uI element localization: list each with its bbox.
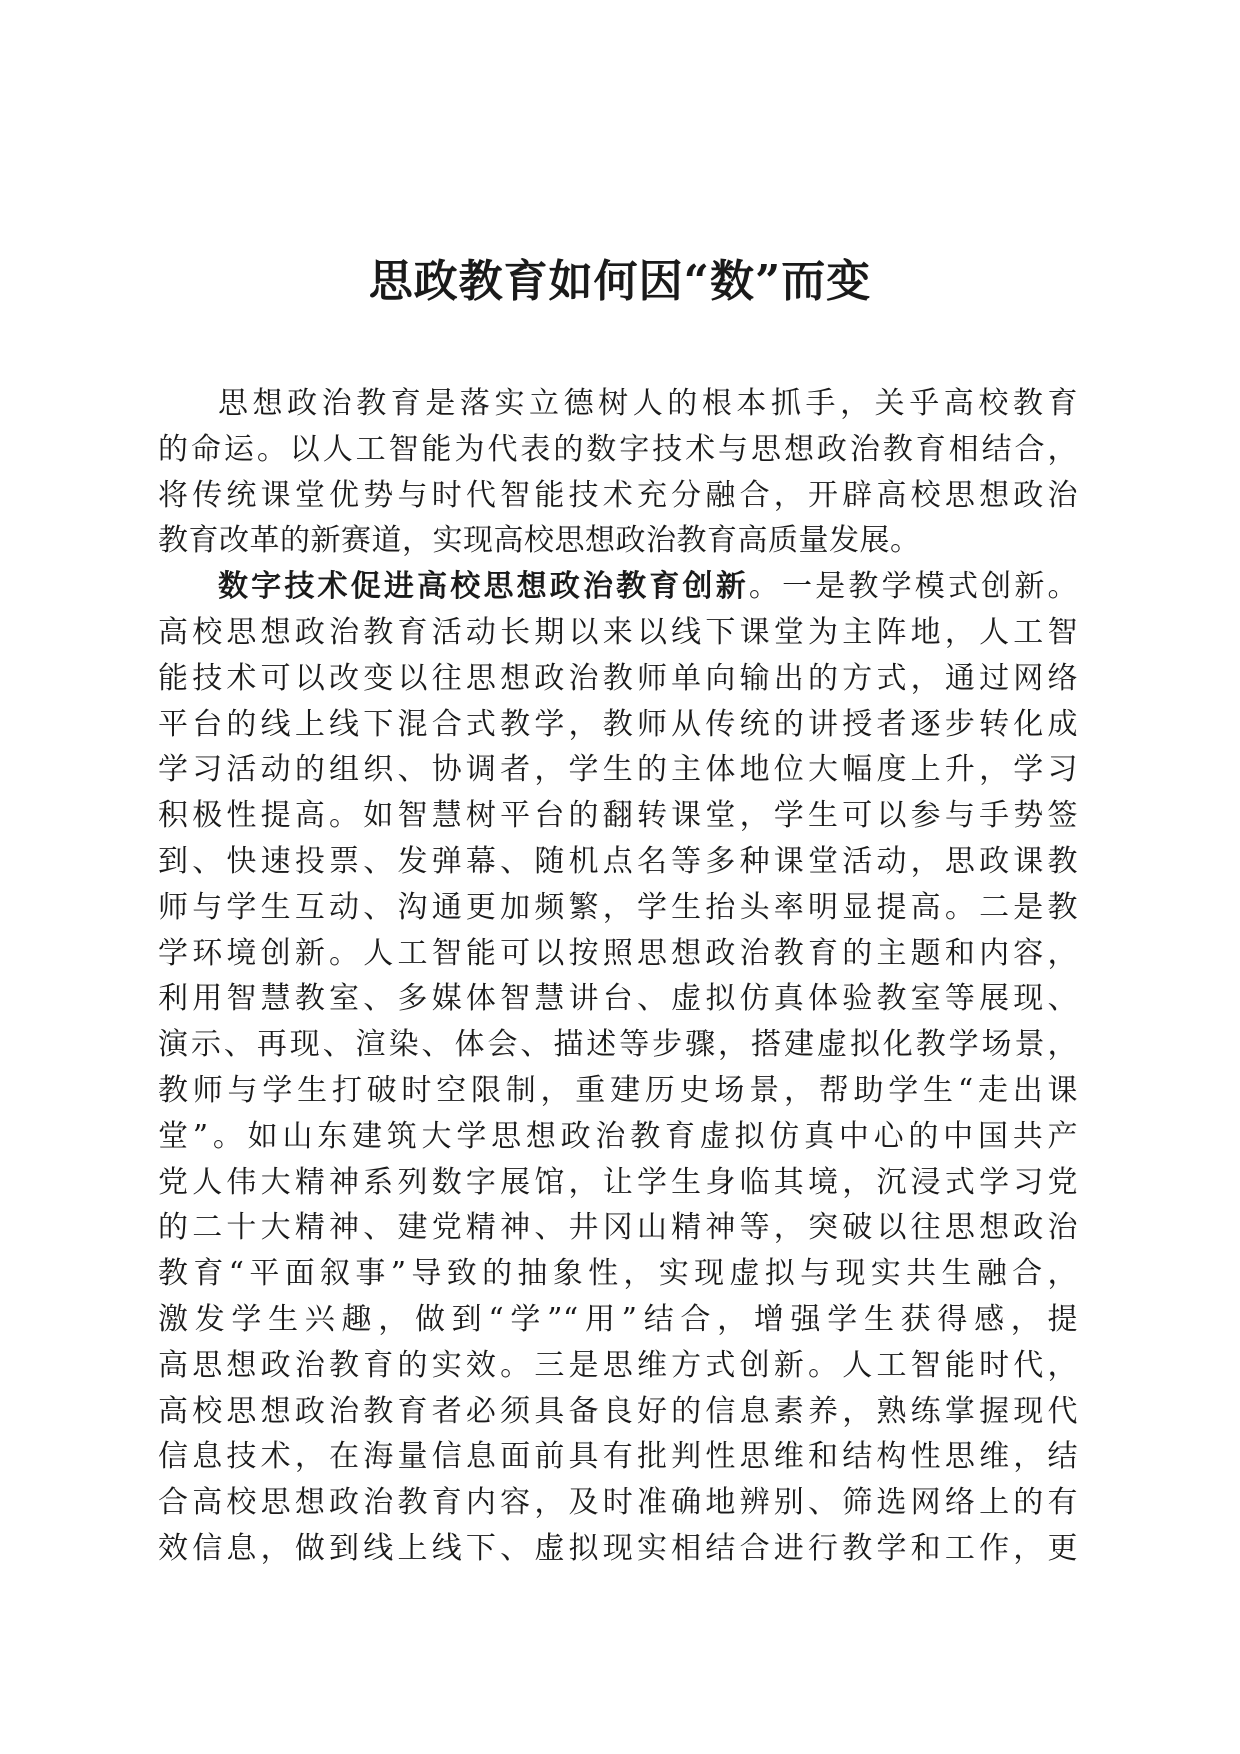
text-line: 高校思想政治教育者必须具备良好的信息素养，熟练掌握现代 [158,1393,1078,1429]
text-line: 高校思想政治教育活动长期以来以线下课堂为主阵地，人工智 [158,614,1078,650]
text-line: 党人伟大精神系列数字展馆，让学生身临其境，沉浸式学习党 [158,1164,1078,1200]
text-line: 利用智慧教室、多媒体智慧讲台、虚拟仿真体验教室等展现、 [158,981,1078,1017]
text-line: 合高校思想政治教育内容，及时准确地辨别、筛选网络上的有 [158,1485,1078,1521]
text-line: 能技术可以改变以往思想政治教师单向输出的方式，通过网络 [158,660,1078,696]
text-line: 堂”。如山东建筑大学思想政治教育虚拟仿真中心的中国共产 [158,1118,1078,1154]
text-line: 高思想政治教育的实效。三是思维方式创新。人工智能时代， [158,1347,1078,1383]
text-line: 教师与学生打破时空限制，重建历史场景，帮助学生“走出课 [158,1072,1078,1108]
text-line: 师与学生互动、沟通更加频繁，学生抬头率明显提高。二是教 [158,889,1078,925]
section-lead-heading: 数字技术促进高校思想政治教育创新 [218,569,749,605]
text-line: 积极性提高。如智慧树平台的翻转课堂，学生可以参与手势签 [158,798,1078,834]
text-line: 教育“平面叙事”导致的抽象性，实现虚拟与现实共生融合， [158,1256,1078,1292]
text-line: 思想政治教育是落实立德树人的根本抓手，关乎高校教育 [218,386,1078,421]
text-line: 教育改革的新赛道，实现高校思想政治教育高质量发展。 [158,523,921,559]
paragraph-innovation [158,564,1078,1572]
text-line: 平台的线上线下混合式教学，教师从传统的讲授者逐步转化成 [158,706,1078,742]
text-line-first [158,564,1078,610]
text-line: 学环境创新。人工智能可以按照思想政治教育的主题和内容， [158,935,1078,971]
text-line: 信息技术，在海量信息面前具有批判性思维和结构性思维，结 [158,1439,1078,1475]
document-title: 思政教育如何因“数”而变 [368,256,872,307]
document-body [158,381,1078,1572]
text-line: 效信息，做到线上线下、虚拟现实相结合进行教学和工作，更 [158,1530,1078,1566]
text-line: 将传统课堂优势与时代智能技术充分融合，开辟高校思想政治 [158,477,1078,513]
text-line: 的二十大精神、建党精神、井冈山精神等，突破以往思想政治 [158,1210,1078,1246]
text-line: 到、快速投票、发弹幕、随机点名等多种课堂活动，思政课教 [158,843,1078,879]
text-line: 的命运。以人工智能为代表的数字技术与思想政治教育相结合， [158,431,1078,467]
text-line: 激发学生兴趣，做到“学”“用”结合，增强学生获得感，提 [158,1301,1078,1337]
text-line: 演示、再现、渲染、体会、描述等步骤，搭建虚拟化教学场景， [158,1027,1078,1063]
text-line: 学习活动的组织、协调者，学生的主体地位大幅度上升，学习 [158,752,1078,788]
paragraph-intro [158,381,1078,564]
lead-line-rest: 。一是教学模式创新。 [748,569,1079,605]
